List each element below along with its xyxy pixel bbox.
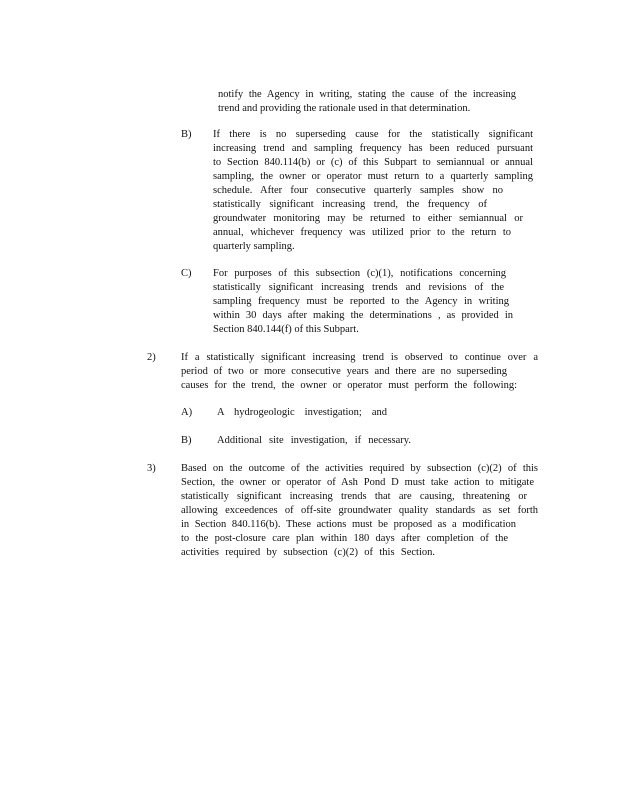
item-b-label: B) <box>181 129 192 140</box>
item-b-paragraph <box>213 128 533 254</box>
text-line: trend and providing the rationale used in that determination. <box>218 103 471 114</box>
item-2-label: 2) <box>147 352 156 363</box>
item-2b-label: B) <box>181 435 192 446</box>
text-line: allowing exceedences of off-site groundwater quality standards as set forth <box>181 505 538 516</box>
text-line: sampling frequency must be reported to the Agency in writing <box>213 296 509 307</box>
text-line: For purposes of this subsection (c)(1), notifications concerning <box>213 268 506 279</box>
text-line: statistically significant increasing trends that are causing, threatening or <box>181 491 527 502</box>
text-line: A hydrogeologic investigation; and <box>217 407 387 418</box>
text-line: causes for the trend, the owner or operator must perform the following: <box>181 380 517 391</box>
item-3-paragraph <box>181 462 538 560</box>
text-line: groundwater monitoring may be returned to either semiannual or <box>213 213 523 224</box>
text-line: Section, the owner or operator of Ash Pond D must take action to mitigate <box>181 477 534 488</box>
text-line: sampling, the owner or operator must return to a quarterly sampling <box>213 171 533 182</box>
text-line: quarterly sampling. <box>213 241 295 252</box>
text-line: statistically significant increasing trends and revisions of the <box>213 282 504 293</box>
text-line: If a statistically significant increasing trend is observed to continue over a <box>181 352 538 363</box>
text-line: activities required by subsection (c)(2) of this Section. <box>181 547 435 558</box>
text-line: annual, whichever frequency was utilized prior to the return to <box>213 227 511 238</box>
text-line: If there is no superseding cause for the statistically significant <box>213 129 533 140</box>
item-c-paragraph <box>213 267 513 337</box>
item-2a-label: A) <box>181 407 193 418</box>
text-line: to Section 840.114(b) or (c) of this Subpart to semiannual or annual <box>213 157 533 168</box>
item-2a-paragraph <box>217 406 387 420</box>
text-line: statistically significant increasing trend, the frequency of <box>213 199 487 210</box>
text-line: period of two or more consecutive years and there are no superseding <box>181 366 507 377</box>
text-line: increasing trend and sampling frequency has been reduced pursuant <box>213 143 533 154</box>
item-c-label: C) <box>181 268 192 279</box>
text-line: schedule. After four consecutive quarterly samples show no <box>213 185 503 196</box>
continuation-paragraph <box>218 88 516 116</box>
text-line: Section 840.144(f) of this Subpart. <box>213 324 359 335</box>
text-line: Additional site investigation, if necessary. <box>217 435 411 446</box>
item-2b-paragraph <box>217 434 411 448</box>
text-line: within 30 days after making the determinations , as provided in <box>213 310 513 321</box>
text-line: Based on the outcome of the activities required by subsection (c)(2) of this <box>181 463 538 474</box>
text-line: notify the Agency in writing, stating the cause of the increasing <box>218 89 516 100</box>
item-2-paragraph <box>181 351 538 393</box>
text-line: to the post-closure care plan within 180 days after completion of the <box>181 533 508 544</box>
item-3-label: 3) <box>147 463 156 474</box>
text-line: in Section 840.116(b). These actions must be proposed as a modification <box>181 519 516 530</box>
